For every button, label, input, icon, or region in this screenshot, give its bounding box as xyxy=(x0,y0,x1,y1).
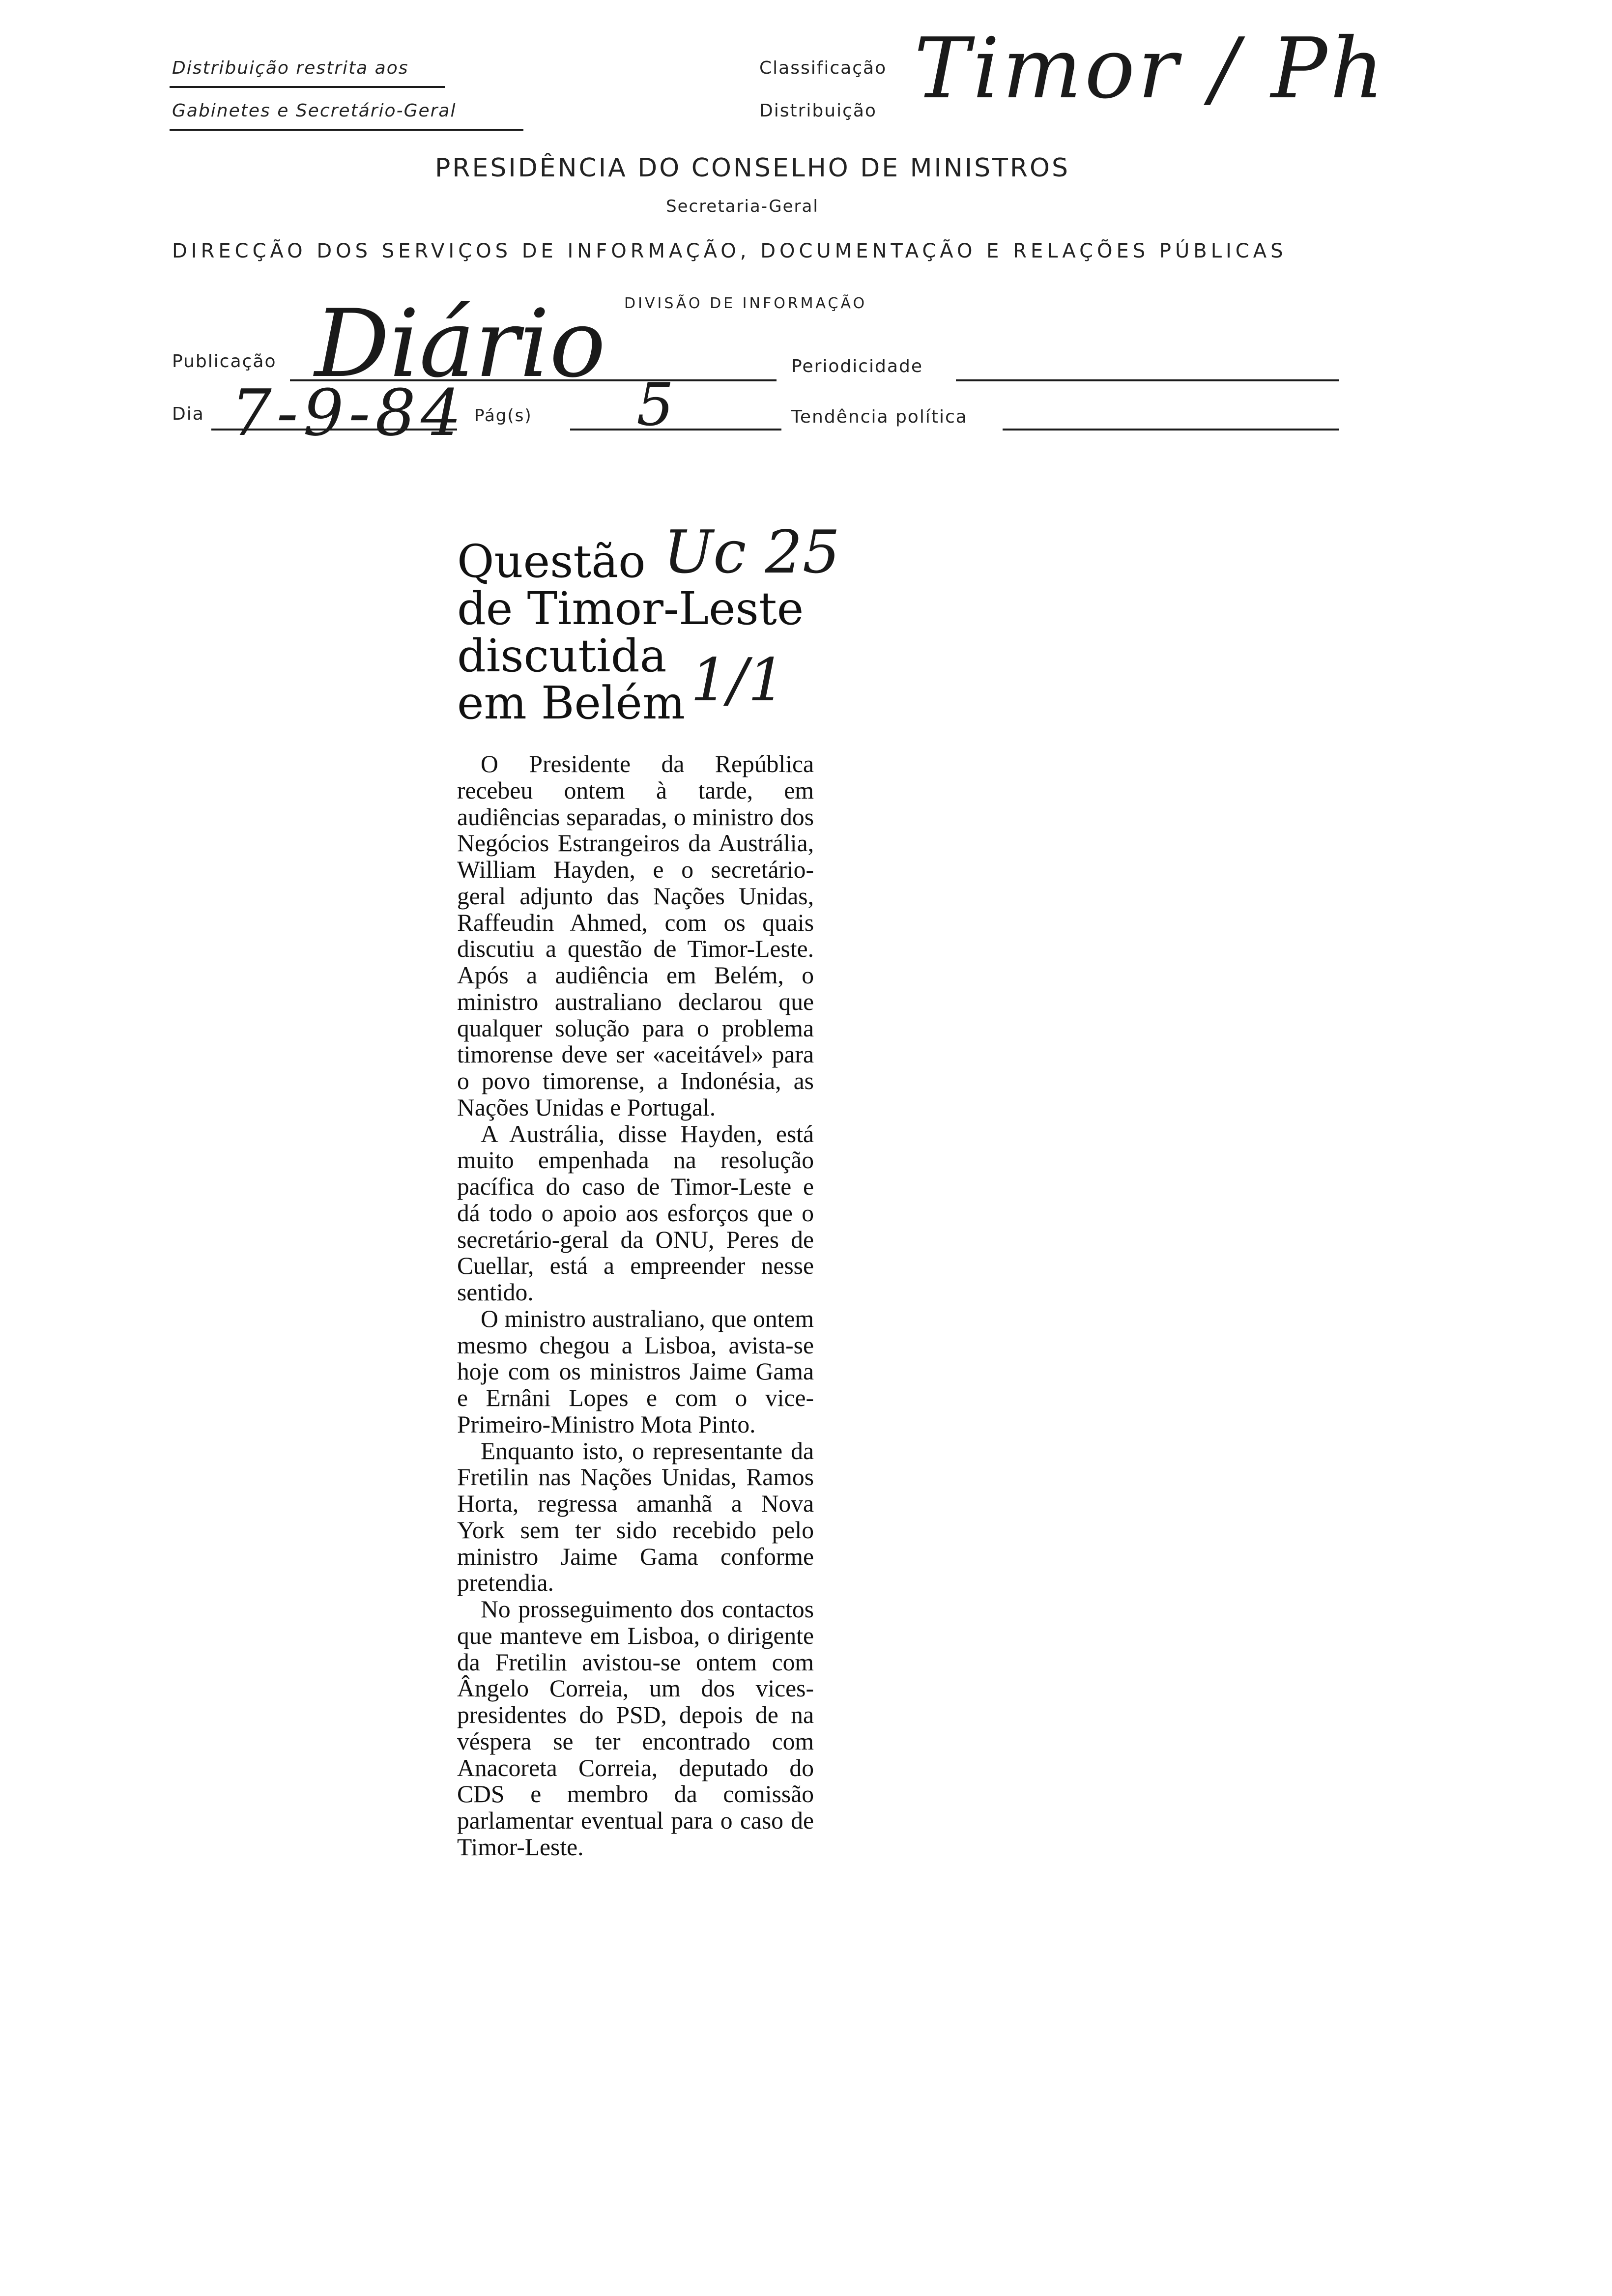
secretariat: Secretaria-Geral xyxy=(666,197,819,216)
publication-label: Publicação xyxy=(172,351,277,372)
article-paragraph-1: O Presidente da República recebeu ontem à tarde, em audiências separadas, o ministro dos Negócios Estrangeiros da Austrália, William Hayden, e o secretário-geral adjunto das Nações Unidas, Raffeudin Ahmed, com os quais discutiu a questão de Timor-Leste. Após a audiência em Belém, o ministro australiano declarou que qualquer solução para o problema timorense deve ser «aceitável» para o povo timorense, a Indonésia, as Nações Unidas e Portugal. xyxy=(457,750,814,1121)
directorate: DIRECÇÃO DOS SERVIÇOS DE INFORMAÇÃO, DOCUMENTAÇÃO E RELAÇÕES PÚBLICAS xyxy=(172,240,1287,262)
institution-title: PRESIDÊNCIA DO CONSELHO DE MINISTROS xyxy=(435,153,1070,183)
periodicity-line xyxy=(956,379,1339,381)
distribution-rule-2 xyxy=(170,129,523,131)
article-headline xyxy=(457,535,811,729)
division: DIVISÃO DE INFORMAÇÃO xyxy=(624,295,867,312)
article-body xyxy=(457,751,814,1861)
headline-line-1: Questão xyxy=(457,535,646,588)
distribution-rule-1 xyxy=(170,86,445,88)
distribution-note-1: Distribuição restrita aos xyxy=(172,58,409,78)
headline-line-2: de Timor-Leste xyxy=(457,582,804,635)
article-paragraph-4: Enquanto isto, o representante da Fretilin nas Nações Unidas, Ramos Horta, regressa amanhã a Nova York sem ter sido recebido pelo ministro Jaime Gama conforme pretendia. xyxy=(457,1437,814,1597)
article-paragraph-5: No prosseguimento dos contactos que manteve em Lisboa, o dirigente da Fretilin avistou-se ontem com Ângelo Correia, um dos vices-presidentes do PSD, depois de na véspera se ter encontrado com Anacoreta Correia, deputado do CDS e membro da comissão parlamentar eventual para o caso de Timor-Leste. xyxy=(457,1596,814,1861)
handwritten-mark-1: Uc 25 xyxy=(663,518,840,587)
day-label: Dia xyxy=(172,404,204,424)
pages-label: Pág(s) xyxy=(474,406,532,426)
political-tendency-line xyxy=(1003,429,1339,430)
distribution-note-2: Gabinetes e Secretário-Geral xyxy=(172,101,457,121)
handwritten-pages: 5 xyxy=(636,371,674,439)
political-tendency-label: Tendência política xyxy=(791,407,968,427)
handwritten-mark-2: 1/1 xyxy=(691,646,786,715)
headline-line-4: em Belém xyxy=(457,677,686,729)
periodicity-label: Periodicidade xyxy=(791,356,923,376)
article-paragraph-2: A Austrália, disse Hayden, está muito empenhada na resolução pacífica do caso de Timor-Leste e dá todo o apoio aos esforços que o secretário-geral da ONU, Peres de Cuellar, está a empreender nesse sentido. xyxy=(457,1120,814,1306)
handwritten-classification: Timor / Ph xyxy=(914,20,1387,117)
classification-label: Classificação xyxy=(759,58,887,78)
handwritten-publication: Diário xyxy=(315,289,606,398)
handwritten-date: 7-9-84 xyxy=(231,375,466,450)
pages-line xyxy=(570,429,781,430)
headline-line-3: discutida xyxy=(457,630,667,682)
article-paragraph-3: O ministro australiano, que ontem mesmo chegou a Lisboa, avista-se hoje com os ministros Jaime Gama e Ernâni Lopes e com o vice-Primeiro-Ministro Mota Pinto. xyxy=(457,1305,814,1438)
distribution-label: Distribuição xyxy=(759,101,877,121)
